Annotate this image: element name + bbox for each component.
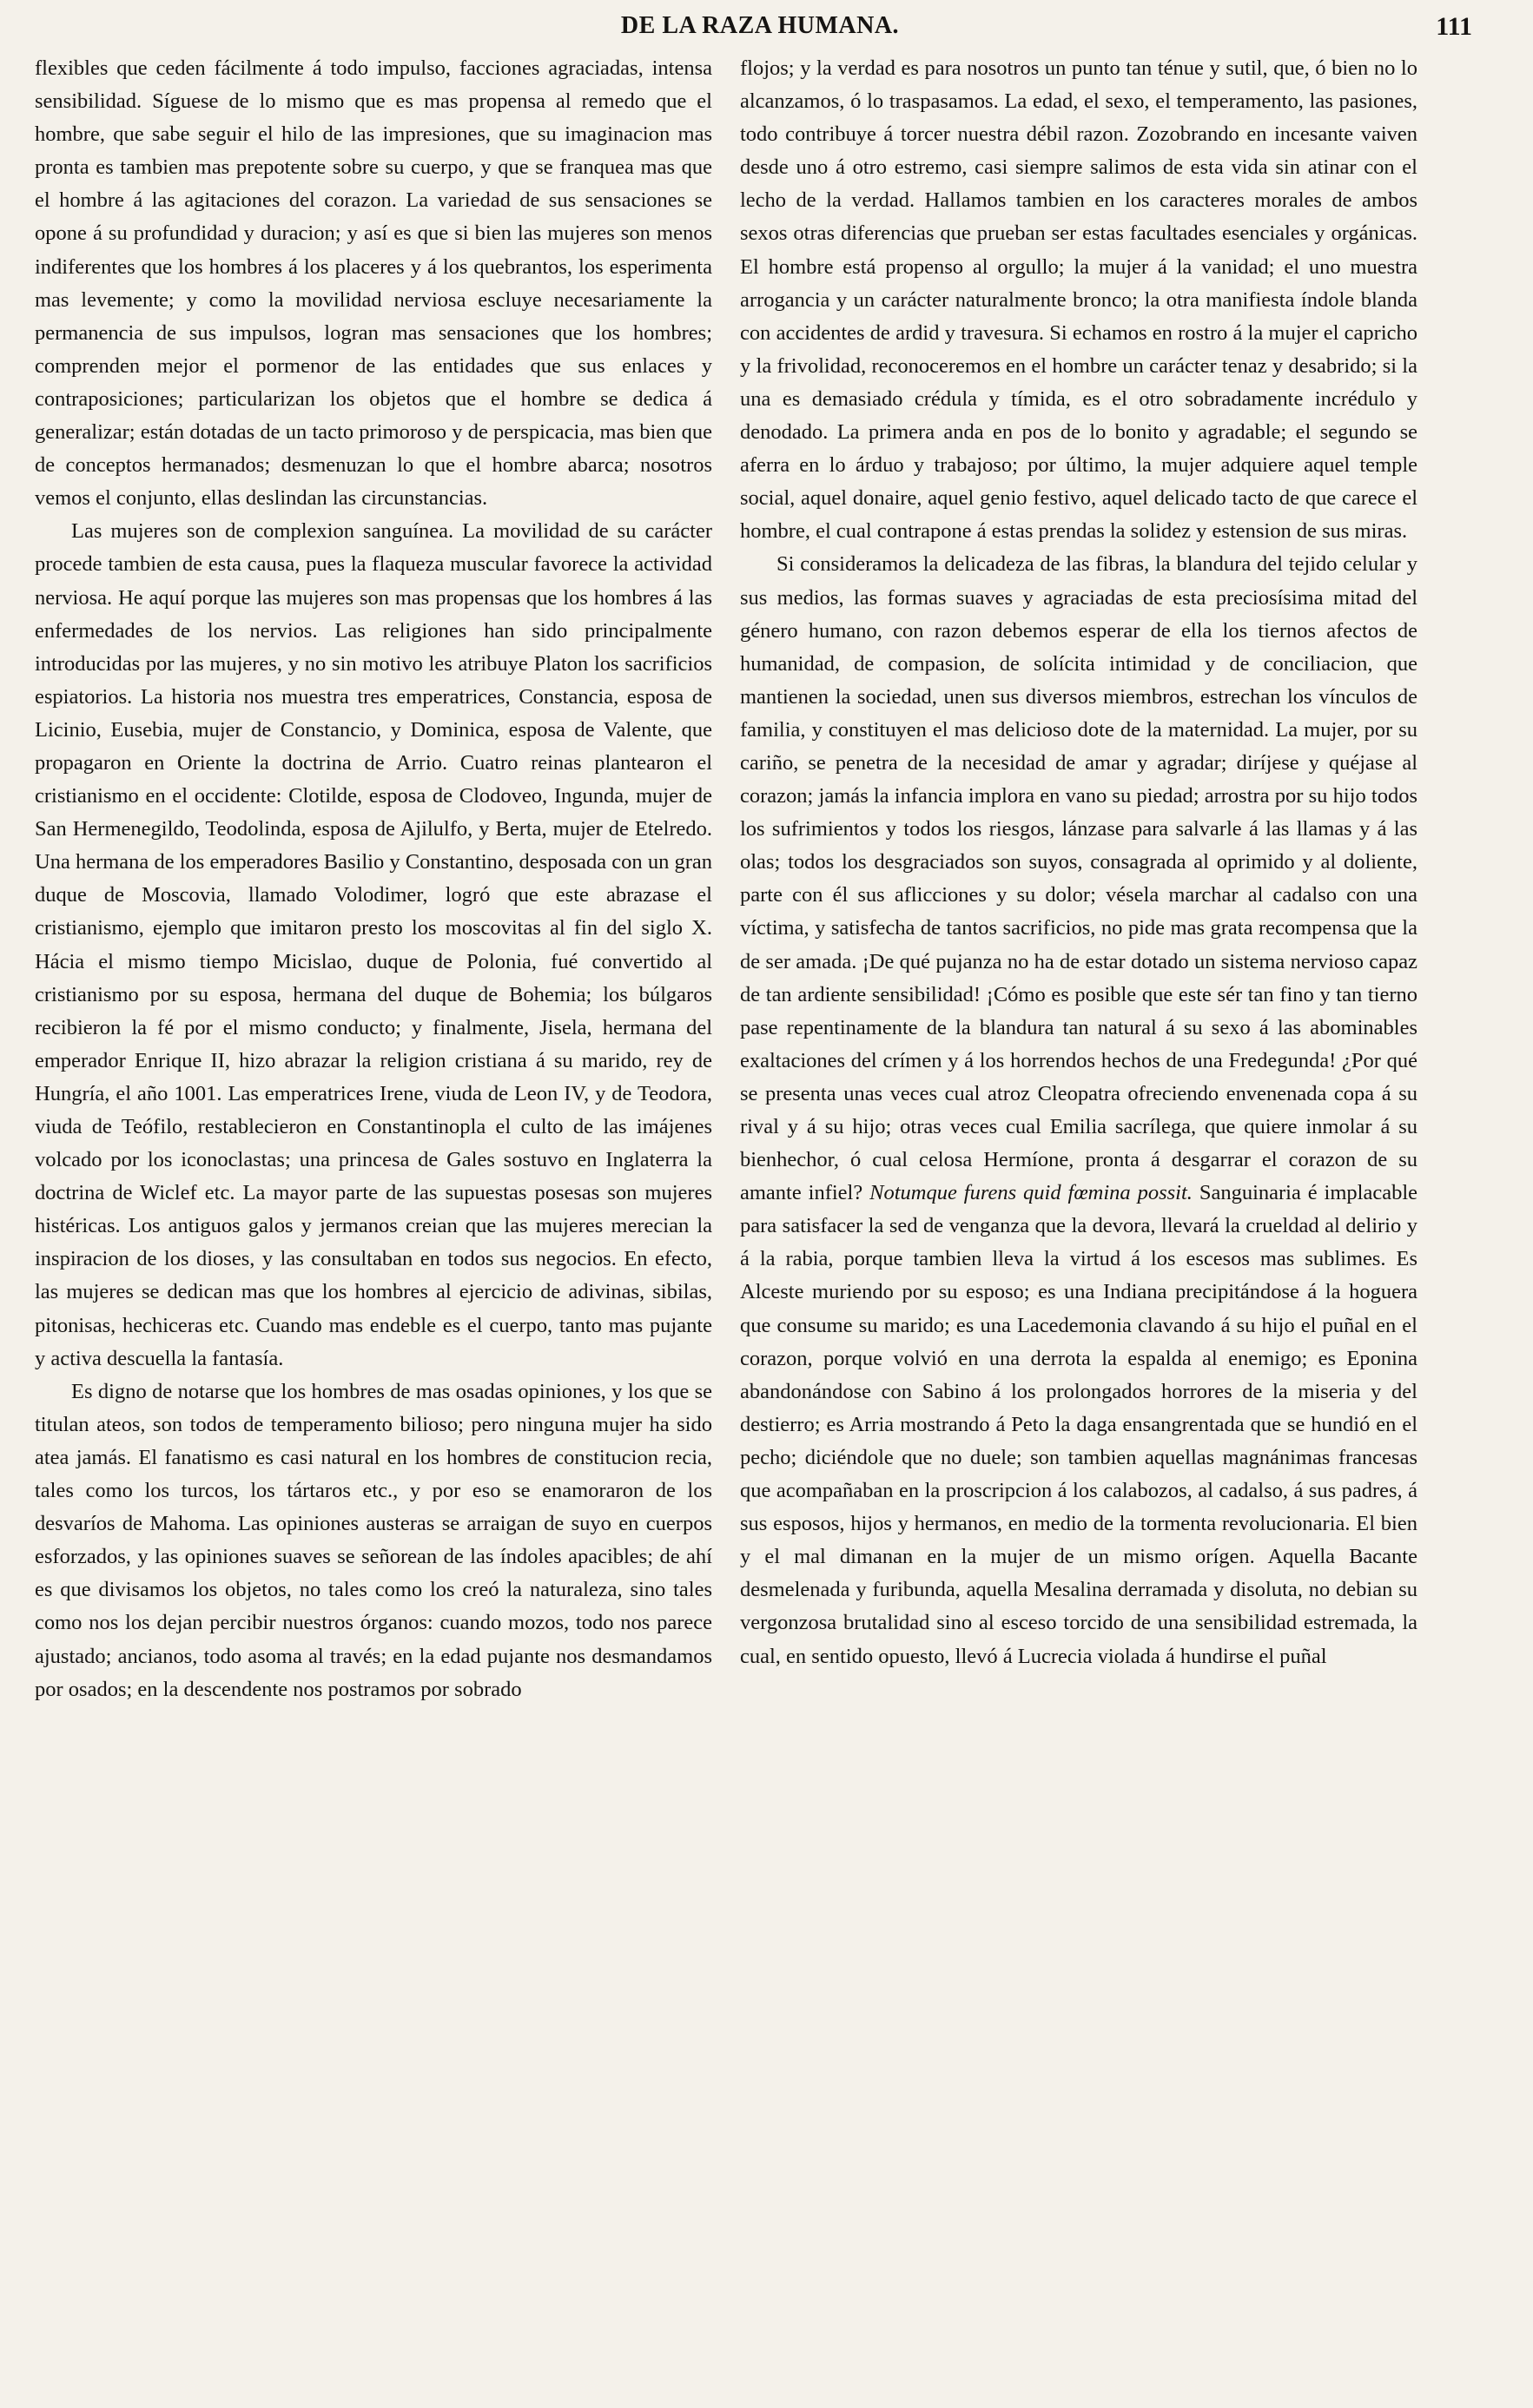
paragraph-text: Sanguinaria é implacable para satisfacer la sed de venganza que la devora, llevará la crueldad al delirio y á la rabia, porque tambien lleva la virtud á los escesos mas sublimes. Es Alceste muriendo por su esposo; es una Indiana precipitándose á la hoguera que consume su marido; es una Lacedemonia clavando á su hijo el puñal en el corazon, porque volvió en una derrota la espalda al enemigo; es Eponina abandonándose con Sabino á los prolongados horrores de la miseria y del destierro; es Arria mostrando á Peto la daga ensangrentada que se hundió en el pecho; diciéndole que no duele; son tambien aquellas magnánimas francesas que acompañaban en la proscripcion á los calabozos, al cadalso, á sus padres, á sus esposos, hijos y hermanos, en medio de la tormenta revolucionaria. El bien y el mal dimanan en la mujer de un mismo orígen. Aquella Bacante desmelenada y furibunda, aquella Mesalina derramada y disoluta, no debian su vergonzosa brutalidad sino al esceso torcido de una sensibilidad estremada, la cual, en sentido opuesto, llevó á Lucrecia violada á hundirse el puñal (740, 1181, 1417, 1668)
paragraph: Es digno de notarse que los hombres de mas osadas opiniones, y los que se titulan ateos, son todos de temperamento bilioso; pero ninguna mujer ha sido atea jamás. El fanatismo es casi natural en los hombres de constitucion recia, tales como los turcos, los tártaros etc., y por eso se enamoraron de los desvaríos de Mahoma. Las opiniones austeras se arraigan de suyo en cuerpos esforzados, y las opiniones suaves se señorean de las índoles apacibles; de ahí es que divisamos los objetos, no tales como los creó la naturaleza, sino tales como nos los dejan percibir nuestros órganos: cuando mozos, todo nos parece ajustado; ancianos, todo asoma al través; en la edad pujante nos desmandamos por osados; en la descendente nos postramos por sobrado (35, 1379, 712, 1701)
paragraph-text: Si consideramos la delicadeza de las fibras, la blandura del tejido celular y sus medios, las formas suaves y agraciadas de esta preciosísima mitad del género humano, con razon debemos esperar de ella los tiernos afectos de humanidad, de compasion, de solícita intimidad y de conciliacion, que mantienen la sociedad, unen sus diversos miembros, estrechan los vínculos de familia, y constituyen el mas delicioso dote de la maternidad. La mujer, por su cariño, se penetra de la necesidad de amar y agradar; diríjese y quéjase al corazon; jamás la infancia implora en vano su piedad; arrostra por su hijo todos los sufrimientos y todos los riesgos, lánzase para salvarle á las llamas y á las olas; todos los desgraciados son suyos, consagrada al oprimido y al doliente, parte con él sus aflicciones y su dolor; vésela marchar al cadalso con una víctima, y satisfecha de tantos sacrificios, no pide mas grata recompensa que la de ser amada. ¡De qué pujanza no ha de estar dotado un sistema nervioso capaz de tan ardiente sensibilidad! ¡Cómo es posible que este sér tan fino y tan tierno pase repentinamente de la blandura tan natural á su sexo á las abominables exaltaciones del crímen y á los horrendos hechos de una Fredegunda! ¿Por qué se presenta unas veces cual atroz Cleopatra ofreciendo envenenada copa á su rival y á su hijo; otras veces cual Emilia sacrílega, que quiere inmolar á su bienhechor, ó cual celosa Hermíone, pronta á desgarrar el corazon de su amante infiel? (740, 552, 1417, 1205)
paragraph: Las mujeres son de complexion sanguínea. La movilidad de su carácter procede tambien de esta causa, pues la flaqueza muscular favorece la actividad nerviosa. He aquí porque las mujeres son mas propensas que los hombres á las enfermedades de los nervios. Las religiones han sido principalmente introducidas por las mujeres, y no sin motivo les atribuye Platon los sacrificios espiatorios. La historia nos muestra tres emperatrices, Constancia, esposa de Licinio, Eusebia, mujer de Constancio, y Dominica, esposa de Valente, que propagaron en Oriente la doctrina de Arrio. Cuatro reinas plantearon el cristianismo en el occidente: Clotilde, esposa de Clodoveo, Ingunda, mujer de San Hermenegildo, Teodolinda, esposa de Ajilulfo, y Berta, mujer de Etelredo. Una hermana de los emperadores Basilio y Constantino, desposada con un gran duque de Moscovia, llamado Volodimer, logró que este abrazase el cristianismo, ejemplo que imitaron presto los moscovitas al fin del siglo X. Hácia el mismo tiempo Micislao, duque de Polonia, fué convertido al cristianismo por su esposa, hermana del duque de Bohemia; los búlgaros recibieron la fé por el mismo conducto; y finalmente, Jisela, hermana del emperador Enrique II, hizo abrazar la religion cristiana á su marido, rey de Hungría, el año 1001. Las emperatrices Irene, viuda de Leon IV, y de Teodora, viuda de Teófilo, restablecieron en Constantinopla el culto de las imájenes volcado por los iconoclastas; una princesa de Gales sostuvo en Inglaterra la doctrina de Wiclef etc. La mayor parte de las supuestas posesas son mujeres histéricas. Los antiguos galos y jermanos creian que las mujeres merecian la inspiracion de los dioses, y las consultaban en todos sus negocios. En efecto, las mujeres se dedican mas que los hombres al ejercicio de adivinas, sibilas, pitonisas, hechiceras etc. Cuando mas endeble es el cuerpo, tanto mas pujante y activa descuella la fantasía. (35, 519, 712, 1370)
paragraph: flojos; y la verdad es para nosotros un punto tan ténue y sutil, que, ó bien no lo alcanzamos, ó lo traspasamos. La edad, el sexo, el temperamento, las pasiones, todo contribuye á torcer nuestra débil razon. Zozobrando en incesante vaiven desde uno á otro estremo, casi siempre salimos de esta vida sin atinar con el lecho de la verdad. Hallamos tambien en los caracteres morales de ambos sexos otras diferencias que prueban ser estas facultades esenciales y orgánicas. El hombre está propenso al orgullo; la mujer á la vanidad; el uno muestra arrogancia y un carácter naturalmente bronco; la otra manifiesta índole blanda con accidentes de ardid y travesura. Si echamos en rostro á la mujer el capricho y la frivolidad, reconoceremos en el hombre un carácter tenaz y desabrido; si la una es demasiado crédula y tímida, es el otro sobradamente incrédulo y denodado. La primera anda en pos de lo bonito y agradable; el segundo se aferra en lo árduo y trabajoso; por último, la mujer adquiere aquel temple social, aquel donaire, aquel genio festivo, aquel delicado tacto de que carece el hombre, el cual contrapone á estas prendas la solidez y estension de sus miras. (740, 56, 1417, 544)
page-number: 111 (1436, 12, 1472, 41)
running-title: DE LA RAZA HUMANA. (620, 12, 900, 39)
paragraph (740, 548, 1417, 1672)
running-header (48, 12, 1472, 47)
latin-quotation: Notumque furens quid fœmina possit. (869, 1181, 1193, 1205)
right-text-column (740, 52, 1417, 2388)
left-text-column (35, 52, 712, 2388)
paragraph: flexibles que ceden fácilmente á todo impulso, facciones agraciadas, intensa sensibilidad. Síguese de lo mismo que es mas propensa al remedo que el hombre, que sabe seguir el hilo de las impresiones, que su imaginacion mas pronta es tambien mas prepotente sobre su cuerpo, y que se franquea mas que el hombre á las agitaciones del corazon. La variedad de sus sensaciones se opone á su profundidad y duracion; y así es que si bien las mujeres son menos indiferentes que los hombres á los placeres y á los quebrantos, los esperimenta mas levemente; y como la movilidad nerviosa escluye necesariamente la permanencia de sus impulsos, logran mas sensaciones que los hombres; comprenden mejor el pormenor de las entidades que sus enlaces y contraposiciones; particularizan los objetos que el hombre se dedica á generalizar; están dotadas de un tacto primoroso y de perspicacia, mas bien que de conceptos hermanados; desmenuzan lo que el hombre abarca; nosotros vemos el conjunto, ellas deslindan las circunstancias. (35, 56, 712, 511)
